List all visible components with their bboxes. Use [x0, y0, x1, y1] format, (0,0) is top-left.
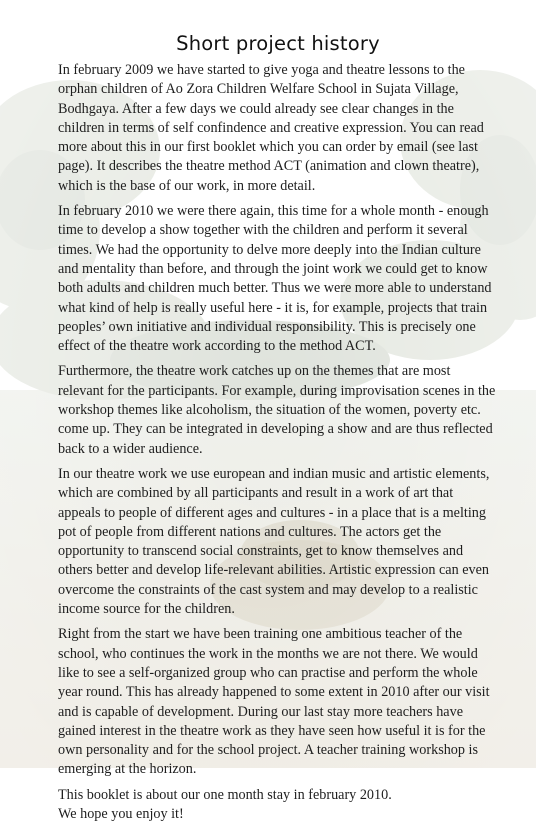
closing-line-1: This booklet is about our one month stay in february 2010.: [58, 786, 392, 803]
paragraph-4: In our theatre work we use european and indian music and artistic elements, which are combined by all participants and result in a work of art that appeals to people of different ages and cultures - in a place that is a melting pot of people from different nations and cultures. The actors get the opportunity to transcend social constraints, get to know themselves and others better and develop life-relevant abilities. Artistic expression can even overcome the constraints of the cast system and may develop to a realistic income source for the children.: [58, 465, 490, 618]
text-column: [58, 30, 498, 824]
closing-line-2: We hope you enjoy it!: [58, 805, 184, 822]
paragraph-5: Right from the start we have been training one ambitious teacher of the school, who continues the work in the months we are not there. We would like to see a self-organized group who can practise and perform the whole year round. This has already happened to some extent in 2010 after our visit and is capable of development. During our last stay more teachers have gained interest in the theatre work as they have seen how useful it is for the own personality and for the school project. A teacher training workshop is emerging at the horizon.: [58, 626, 490, 778]
paragraph-3: Furthermore, the theatre work catches up on the themes that are most relevant for the participants. For example, during improvisation scenes in the workshop themes like alcoholism, the situation of the women, poverty etc. come up. They can be integrated in developing a show and are thus reflected back to a wider audience.: [58, 363, 496, 457]
paragraph-1: In february 2009 we have started to give yoga and theatre lessons to the orphan children of Ao Zora Children Welfare School in Sujata Village, Bodhgaya. After a few days we could already see clear changes in the children in terms of self confindence and creative expression. You can read more about this in our first booklet which you can order by email (see last page). It describes the theatre method ACT (animation and clown theatre), which is the base of our work, in more detail.: [58, 62, 484, 194]
page-title: Short project history: [176, 32, 380, 55]
paragraph-2: In february 2010 we were there again, this time for a whole month - enough time to develop a show together with the children and perform it several times. We had the opportunity to delve more deeply into the Indian culture and mentality than before, and through the joint work we could get to know both adults and children much better. Thus we were more able to understand what kind of help is really useful here - it is, for example, projects that train peoples’ own initiative and individual responsibility. This is precisely one effect of the theatre work according to the method ACT.: [58, 203, 492, 355]
